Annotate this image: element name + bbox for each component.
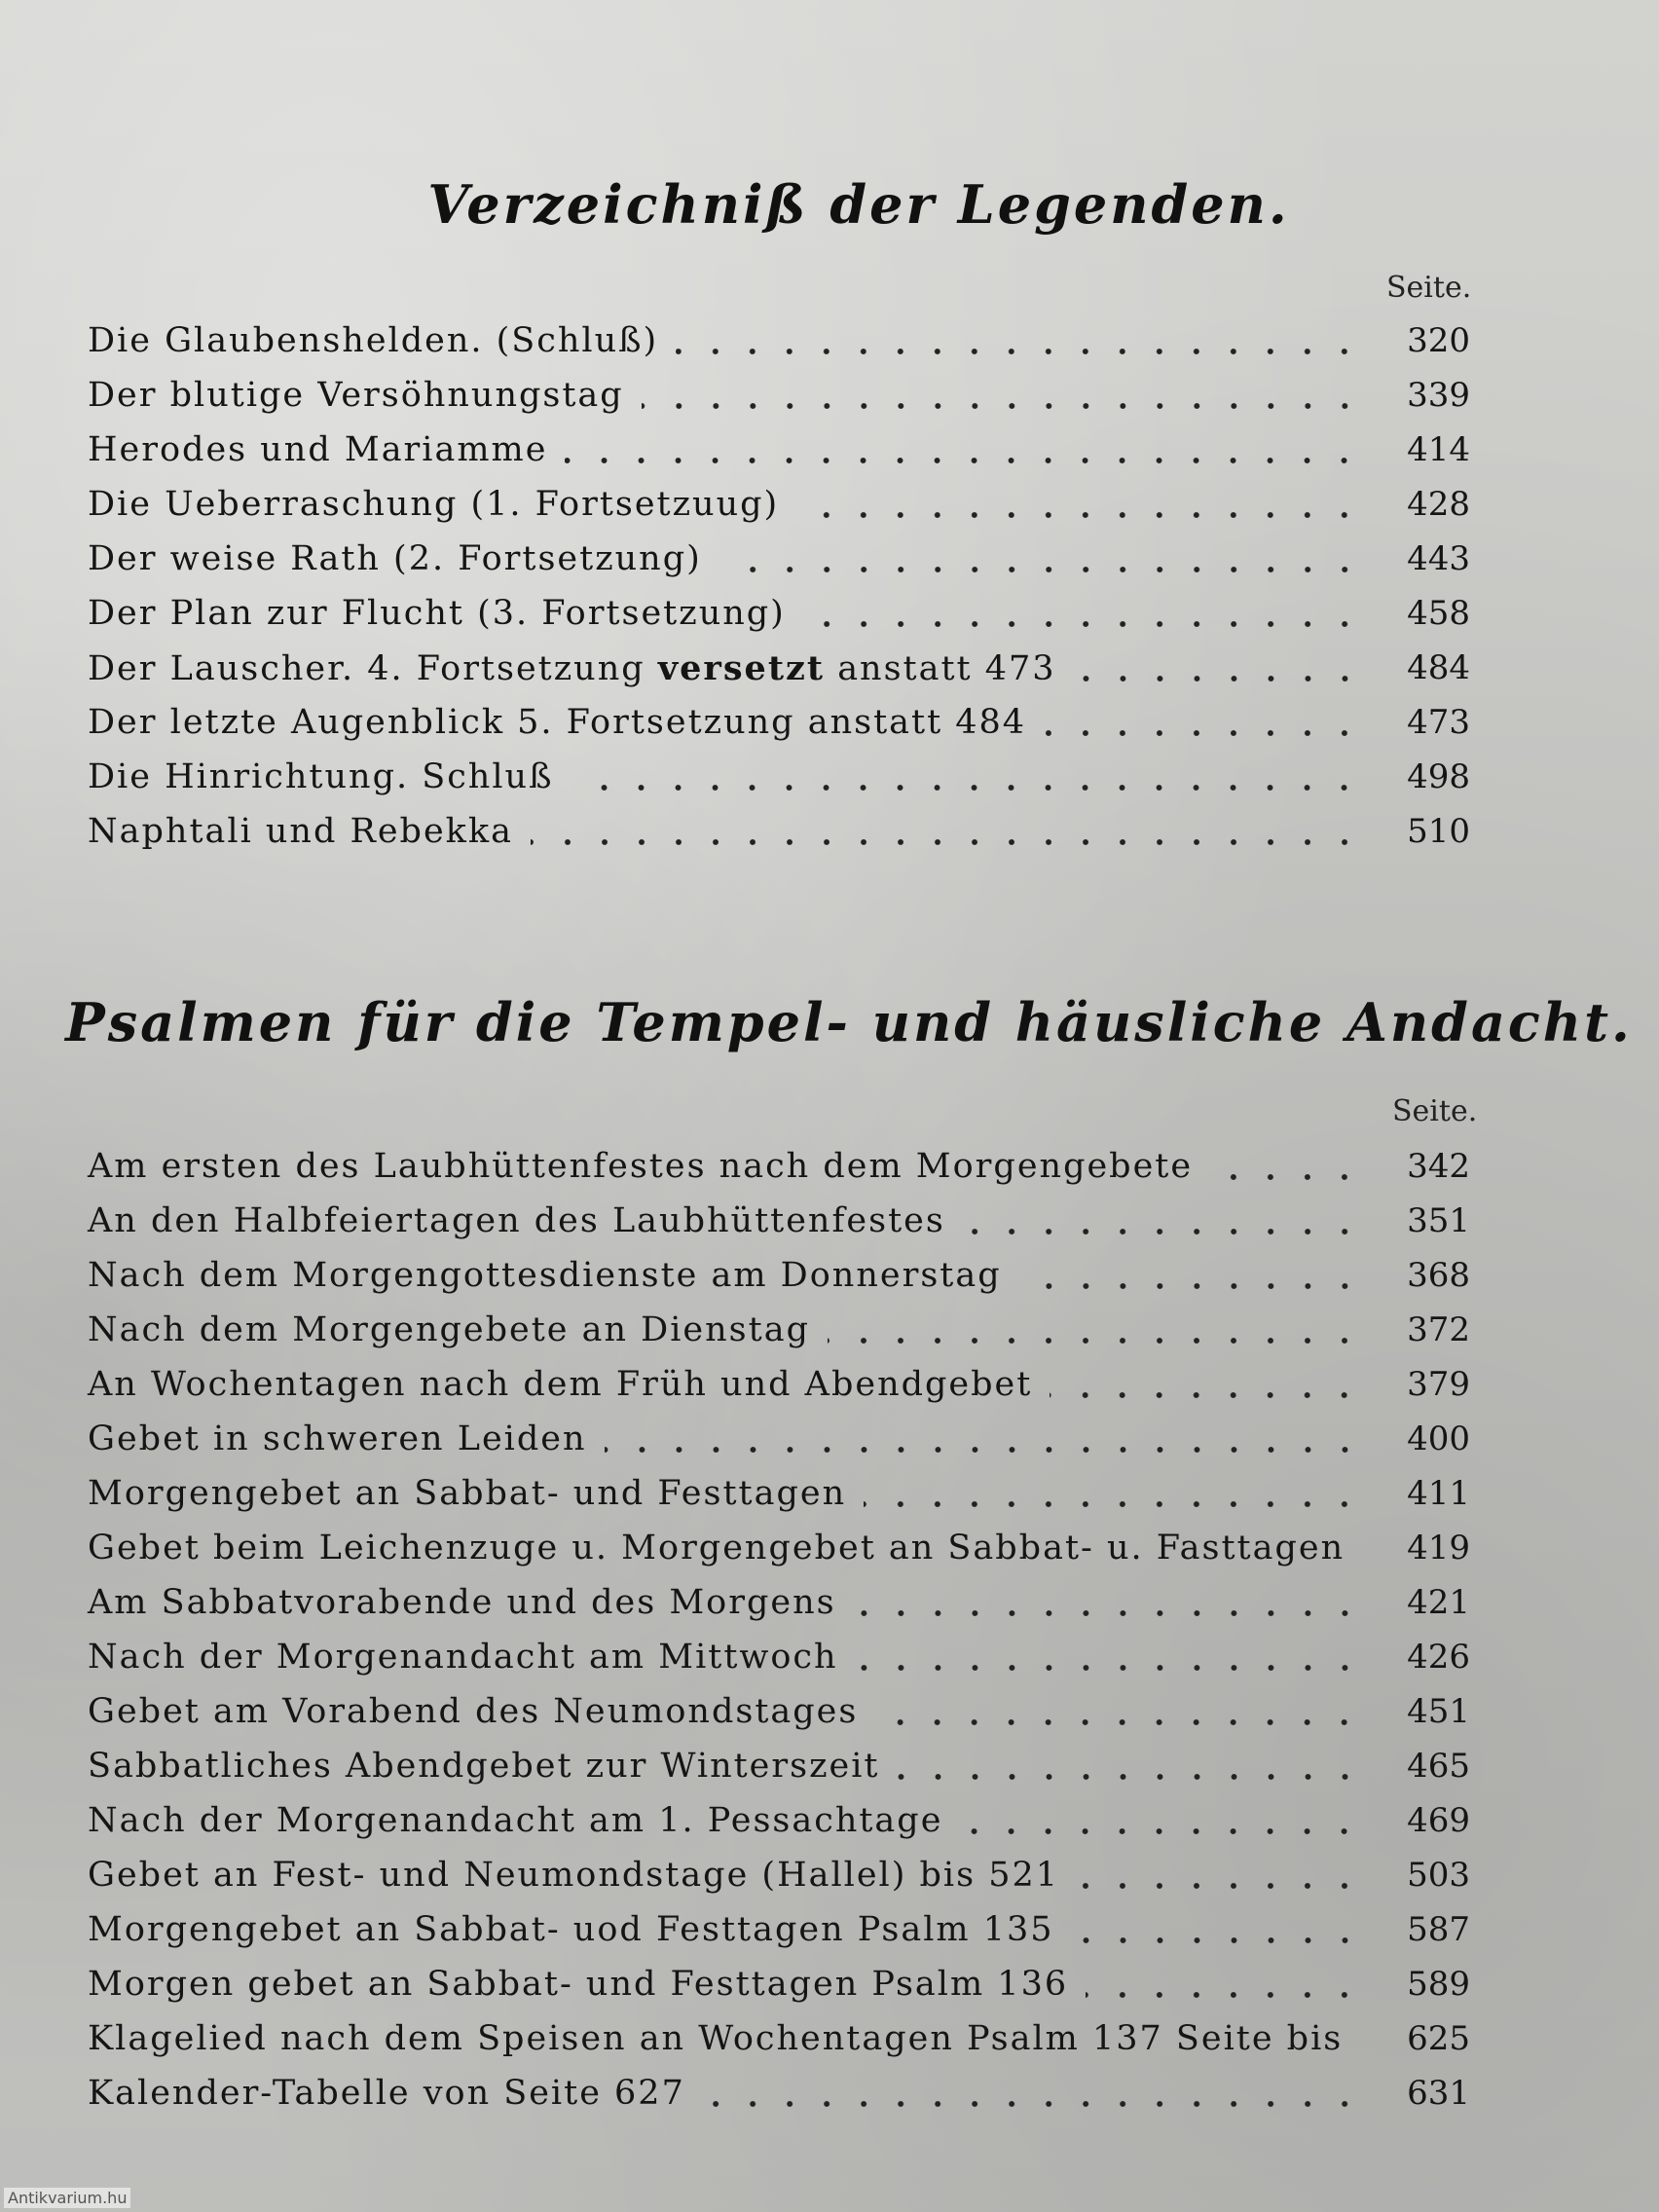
toc-entry-title-text: Am ersten des Laubhüttenfestes nach dem Morgengebete — [88, 1147, 1194, 1186]
toc-entry-page-number: 631 — [1407, 2074, 1470, 2113]
toc-entry-title-text: Die Hinrichtung. Schluß — [88, 757, 554, 796]
toc-entry — [88, 1521, 1470, 1575]
toc-entry-title-text: Morgen gebet an Sabbat- und Festtagen Psalm 136 — [88, 1965, 1069, 2004]
toc-entry-title-text: Gebet am Vorabend des Neumondstages — [88, 1692, 859, 1731]
legenden-toc — [88, 313, 1470, 859]
toc-entry-title — [88, 1638, 848, 1677]
dot-leader — [605, 1447, 1363, 1453]
dot-leader — [960, 1828, 1363, 1834]
toc-entry-title-text: Der weise Rath (2. Fortsetzung) — [88, 539, 702, 578]
toc-entry-page-number: 400 — [1407, 1419, 1470, 1458]
toc-entry-page-number: 587 — [1407, 1910, 1470, 1949]
toc-entry-page-number: 443 — [1407, 539, 1470, 578]
toc-entry-title-text: Der Plan zur Flucht (3. Fortsetzung) — [88, 594, 786, 633]
toc-entry — [88, 1739, 1470, 1793]
toc-entry-page-number: 473 — [1407, 703, 1470, 742]
toc-entry-page-number: 414 — [1407, 430, 1470, 469]
toc-entry-title-text: Der letzte Augenblick 5. Fortsetzung anstatt 484 — [88, 703, 1027, 742]
toc-entry-page-number: 484 — [1407, 648, 1470, 687]
toc-entry-page-number: 451 — [1407, 1692, 1470, 1731]
watermark: Antikvarium.hu — [4, 2188, 130, 2208]
toc-entry-title-text: Die Ueberraschung (1. Fortsetzuug) — [88, 485, 780, 524]
toc-entry — [88, 1357, 1470, 1412]
toc-entry-title — [88, 1310, 820, 1349]
toc-entry — [88, 1412, 1470, 1466]
dot-leader — [1050, 1392, 1363, 1398]
toc-entry-title — [88, 1529, 1354, 1567]
dot-leader — [1086, 1992, 1363, 1998]
toc-entry-page-number: 625 — [1407, 2019, 1470, 2058]
toc-entry-title — [88, 321, 668, 360]
toc-entry-title — [88, 1583, 846, 1622]
toc-entry-title-text: Morgengebet an Sabbat- uod Festtagen Psalm 135 — [88, 1910, 1054, 1949]
toc-entry-title-text: Kalender-Tabelle von Seite 627 — [88, 2074, 685, 2113]
toc-entry-title — [88, 1256, 1012, 1295]
dot-leader — [1210, 1174, 1363, 1180]
toc-entry-page-number: 342 — [1407, 1147, 1470, 1186]
dot-leader — [642, 403, 1363, 409]
dot-leader — [1077, 1883, 1363, 1889]
toc-entry — [88, 423, 1470, 477]
toc-entry-title-text: Gebet in schweren Leiden — [88, 1419, 587, 1458]
toc-entry-title-text: Herodes und Mariamme — [88, 430, 548, 469]
toc-entry — [88, 641, 1470, 695]
toc-entry — [88, 532, 1470, 586]
toc-entry — [88, 1684, 1470, 1739]
dot-leader — [565, 458, 1363, 463]
toc-entry — [88, 1848, 1470, 1902]
toc-entry-title-text: An den Halbfeiertagen des Laubhüttenfestes — [88, 1201, 945, 1240]
toc-entry-page-number: 589 — [1407, 1965, 1470, 2004]
toc-entry-page-number: 469 — [1407, 1801, 1470, 1840]
toc-entry — [88, 1139, 1470, 1194]
dot-leader — [1072, 1937, 1363, 1943]
toc-entry-title-text: Morgengebet an Sabbat- und Festtagen — [88, 1474, 847, 1513]
legenden-seite-header: Seite. — [1386, 271, 1472, 305]
toc-entry-page-number: 503 — [1407, 1856, 1470, 1895]
toc-entry-title — [88, 812, 523, 851]
dot-leader — [1044, 730, 1363, 736]
dot-leader — [854, 1610, 1363, 1616]
toc-entry-page-number: 465 — [1407, 1747, 1470, 1786]
dot-leader — [963, 1229, 1363, 1235]
toc-entry — [88, 1194, 1470, 1248]
toc-entry-page-number: 426 — [1407, 1638, 1470, 1677]
toc-entry-title — [88, 594, 795, 633]
toc-entry-title — [88, 2074, 695, 2113]
toc-entry-title — [88, 539, 712, 578]
dot-leader — [571, 785, 1363, 791]
toc-entry-page-number: 428 — [1407, 485, 1470, 524]
toc-entry-page-number: 372 — [1407, 1310, 1470, 1349]
psalmen-title: Psalmen für die Tempel- und häusliche Andacht. — [65, 991, 1633, 1053]
toc-entry-page-number: 498 — [1407, 757, 1470, 796]
toc-entry-title-text: Sabbatliches Abendgebet zur Winterszeit — [88, 1747, 880, 1786]
toc-entry-title-text: Gebet an Fest- und Neumondstage (Hallel) bis 521 — [88, 1856, 1060, 1895]
toc-entry-title — [88, 430, 557, 469]
toc-entry-page-number: 510 — [1407, 812, 1470, 851]
dot-leader — [856, 1665, 1363, 1671]
toc-entry-title-text: Nach dem Morgengottesdienste am Donnerstag — [88, 1256, 1002, 1295]
toc-entry-title-text: Klagelied nach dem Speisen an Wochentagen Psalm 137 Seite bis — [88, 2019, 1344, 2058]
toc-entry — [88, 1248, 1470, 1303]
toc-entry — [88, 804, 1470, 859]
toc-entry — [88, 1303, 1470, 1357]
toc-entry — [88, 1957, 1470, 2011]
toc-entry-title-text: Der blutige Versöhnungstag — [88, 376, 624, 415]
toc-entry — [88, 695, 1470, 750]
toc-entry-title-text: An Wochentagen nach dem Früh und Abendgebet — [88, 1365, 1033, 1404]
legenden-title: Verzeichniß der Legenden. — [427, 173, 1290, 236]
dot-leader — [1019, 1283, 1363, 1289]
dot-leader — [719, 567, 1363, 572]
toc-entry — [88, 586, 1470, 641]
toc-entry-title — [88, 2019, 1352, 2058]
toc-entry-title-text: Nach dem Morgengebete an Dienstag — [88, 1310, 810, 1349]
toc-entry-title — [88, 1692, 867, 1731]
toc-entry-page-number: 320 — [1407, 321, 1470, 360]
dot-leader — [1360, 2046, 1363, 2052]
toc-entry — [88, 368, 1470, 423]
toc-entry-title — [88, 1147, 1202, 1186]
dot-leader — [828, 1338, 1363, 1344]
toc-entry — [88, 2011, 1470, 2066]
toc-entry-title-text: Nach der Morgenandacht am Mittwoch — [88, 1638, 838, 1677]
toc-entry-title — [88, 1965, 1078, 2004]
dot-leader — [676, 349, 1363, 354]
toc-entry-title-text: Nach der Morgenandacht am 1. Pessachtage — [88, 1801, 943, 1840]
psalmen-toc — [88, 1139, 1470, 2120]
toc-entry — [88, 1793, 1470, 1848]
toc-entry-page-number: 351 — [1407, 1201, 1470, 1240]
dot-leader — [864, 1501, 1363, 1507]
toc-entry-title — [88, 757, 563, 796]
toc-entry — [88, 750, 1470, 804]
dot-leader — [803, 621, 1363, 627]
toc-entry — [88, 1902, 1470, 1957]
toc-entry-title-text: Naphtali und Rebekka — [88, 812, 513, 851]
toc-entry-emphasis: versetzt — [657, 647, 826, 688]
toc-entry-page-number: 411 — [1407, 1474, 1470, 1513]
toc-entry-title — [88, 1910, 1064, 1949]
toc-entry-title — [88, 376, 634, 415]
toc-entry — [88, 1466, 1470, 1521]
toc-entry-title — [88, 1747, 890, 1786]
toc-entry-title — [88, 703, 1036, 742]
toc-entry — [88, 2066, 1470, 2120]
toc-entry-title-text: Gebet beim Leichenzuge u. Morgengebet an Sabbat- u. Fasttagen — [88, 1529, 1346, 1567]
toc-entry — [88, 1630, 1470, 1684]
toc-entry-title — [88, 1474, 856, 1513]
toc-entry-title — [88, 648, 1066, 688]
toc-entry-page-number: 421 — [1407, 1583, 1470, 1622]
toc-entry-title-text: Der Lauscher. 4. Fortsetzung — [88, 648, 645, 688]
dot-leader — [1362, 1556, 1363, 1562]
toc-entry-title — [88, 1856, 1069, 1895]
toc-entry-title — [88, 1365, 1042, 1404]
toc-entry — [88, 477, 1470, 532]
toc-entry-page-number: 458 — [1407, 594, 1470, 633]
toc-entry-title-suffix: anstatt 473 — [837, 648, 1056, 688]
toc-entry-title — [88, 1201, 955, 1240]
dot-leader — [898, 1774, 1364, 1780]
toc-entry-title-text: Die Glaubenshelden. (Schluß) — [88, 321, 659, 360]
dot-leader — [703, 2101, 1363, 2107]
toc-entry-title — [88, 1419, 597, 1458]
dot-leader — [875, 1719, 1363, 1725]
psalmen-seite-header: Seite. — [1392, 1094, 1478, 1128]
toc-entry-page-number: 339 — [1407, 376, 1470, 415]
toc-entry — [88, 1575, 1470, 1630]
dot-leader — [796, 512, 1363, 518]
toc-entry — [88, 313, 1470, 368]
dot-leader — [1074, 676, 1363, 682]
toc-entry-page-number: 368 — [1407, 1256, 1470, 1295]
toc-entry-page-number: 419 — [1407, 1529, 1470, 1567]
toc-entry-page-number: 379 — [1407, 1365, 1470, 1404]
toc-entry-title — [88, 485, 789, 524]
dot-leader — [531, 839, 1363, 845]
toc-entry-title-text: Am Sabbatvorabende und des Morgens — [88, 1583, 836, 1622]
toc-entry-title — [88, 1801, 952, 1840]
